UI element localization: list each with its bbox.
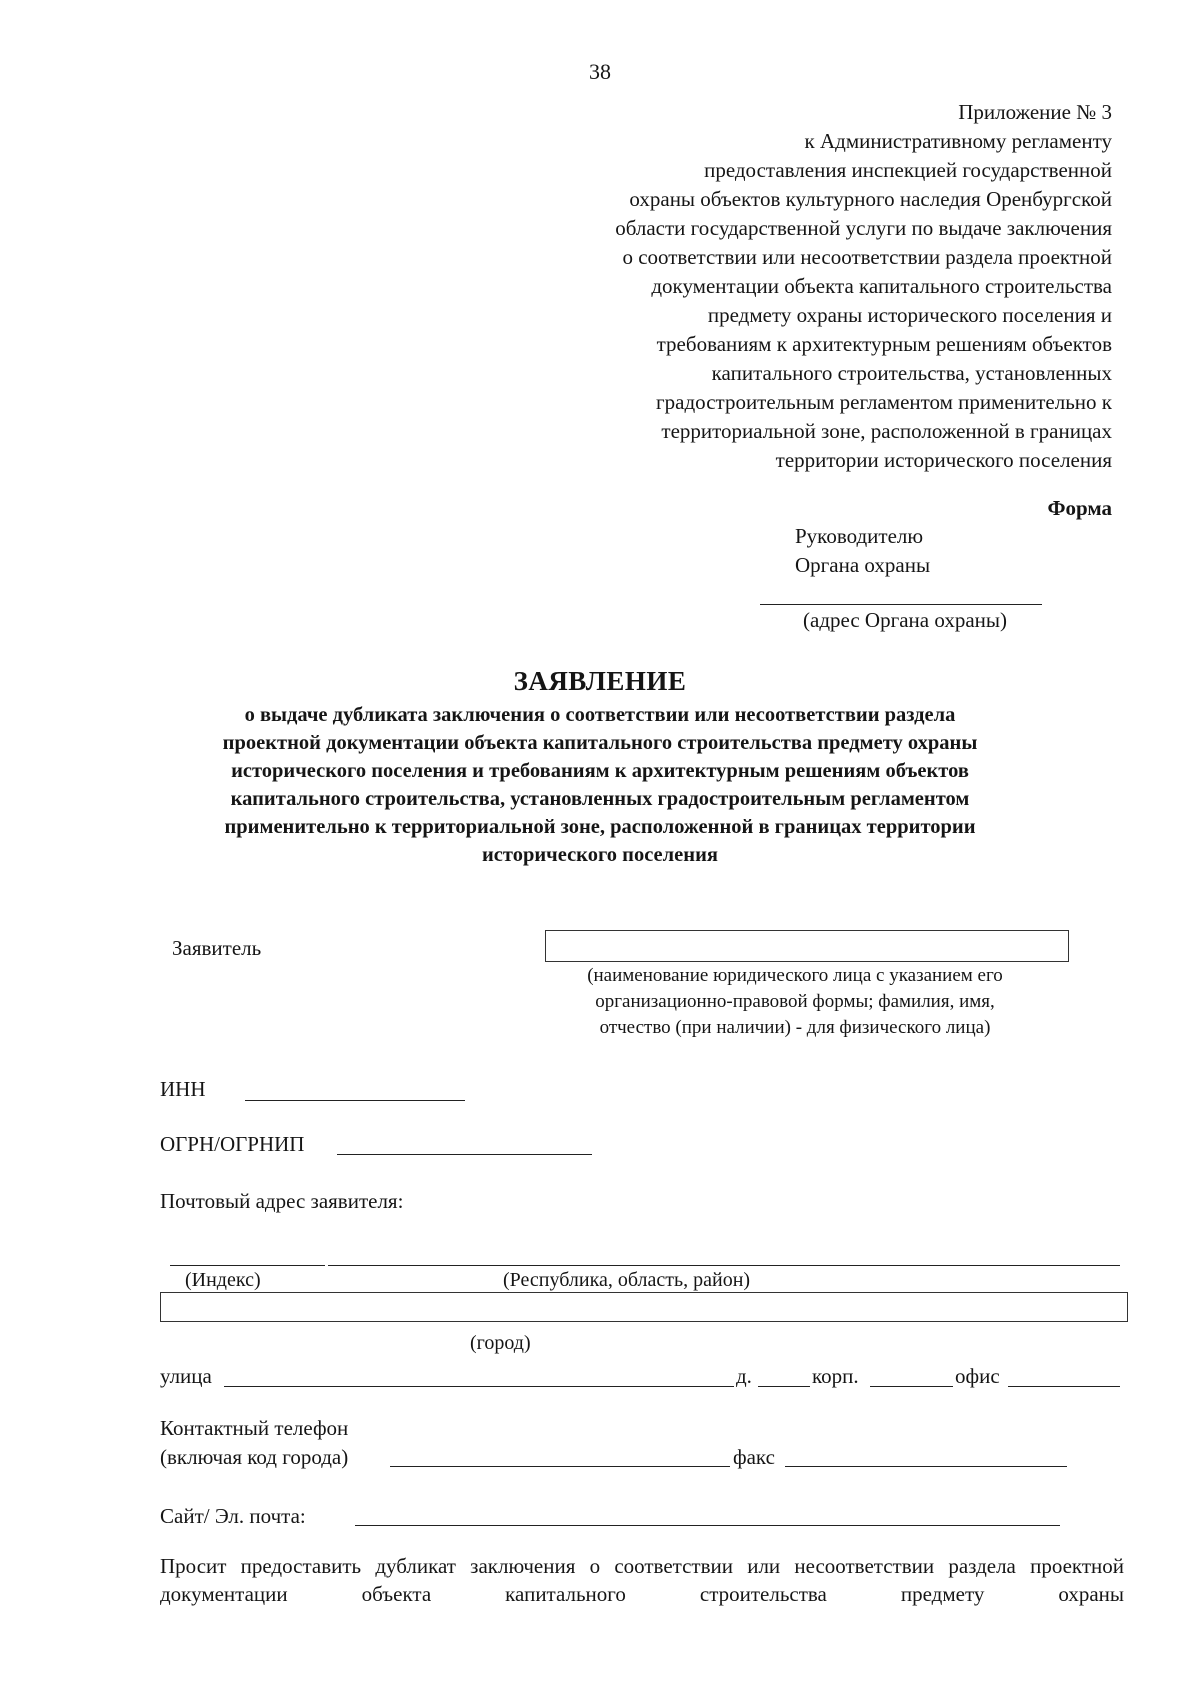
region-caption: (Республика, область, район)	[503, 1269, 751, 1291]
applicant-caption-line: организационно-правовой формы; фамилия, имя,	[595, 991, 995, 1012]
index-caption: (Индекс)	[185, 1269, 261, 1291]
street-label: улица	[160, 1364, 212, 1388]
document-subtitle	[150, 701, 1050, 869]
building-field[interactable]	[870, 1386, 953, 1387]
phone-label-line: Контактный телефон	[160, 1416, 349, 1440]
appendix-line: области государственной услуги по выдаче заключения	[615, 216, 1112, 240]
page-number: 38	[589, 59, 611, 84]
site-email-label: Сайт/ Эл. почта:	[160, 1504, 306, 1528]
inn-label: ИНН	[160, 1077, 206, 1101]
fax-field[interactable]	[785, 1466, 1067, 1467]
appendix-line: охраны объектов культурного наследия Оренбургской	[629, 187, 1112, 211]
applicant-name-field[interactable]	[545, 930, 1069, 962]
city-field[interactable]	[160, 1292, 1128, 1322]
appendix-line: к Административному регламенту	[804, 129, 1112, 153]
subtitle-line: исторического поселения	[482, 844, 718, 866]
house-label: д.	[736, 1364, 752, 1388]
building-label: корп.	[812, 1364, 859, 1388]
office-field[interactable]	[1008, 1386, 1120, 1387]
appendix-line: документации объекта капитального строительства	[651, 274, 1112, 298]
applicant-label: Заявитель	[172, 936, 262, 960]
appendix-line: территориальной зоне, расположенной в границах	[661, 419, 1112, 443]
phone-label-line: (включая код города)	[160, 1445, 349, 1469]
applicant-caption-line: отчество (при наличии) - для физического лица)	[599, 1017, 991, 1038]
subtitle-line: проектной документации объекта капитального строительства предмету охраны	[222, 732, 978, 754]
applicant-caption	[545, 963, 1045, 1041]
appendix-line: о соответствии или несоответствии раздела проектной	[622, 245, 1112, 269]
office-label: офис	[955, 1364, 1000, 1388]
appendix-line: Приложение № 3	[958, 100, 1112, 124]
appendix-line: градостроительным регламентом применительно к	[656, 390, 1112, 414]
addressee-address-caption: (адрес Органа охраны)	[803, 608, 1007, 632]
subtitle-line: капитального строительства, установленных градостроительным регламентом	[230, 788, 970, 810]
addressee-block	[795, 522, 930, 580]
addressee-line: Органа охраны	[795, 553, 931, 577]
appendix-line: требованиям к архитектурным решениям объектов	[656, 332, 1112, 356]
appendix-line: предмету охраны исторического поселения и	[707, 303, 1112, 327]
document-title: ЗАЯВЛЕНИЕ	[513, 666, 687, 696]
site-email-field[interactable]	[355, 1525, 1060, 1526]
index-field[interactable]	[170, 1265, 325, 1266]
fax-label: факс	[733, 1445, 775, 1469]
addressee-address-line[interactable]	[760, 604, 1042, 605]
region-field[interactable]	[328, 1265, 1120, 1266]
postal-address-label: Почтовый адрес заявителя:	[160, 1189, 404, 1213]
subtitle-line: применительно к территориальной зоне, расположенной в границах территории	[224, 816, 976, 838]
city-caption: (город)	[470, 1332, 531, 1354]
phone-field[interactable]	[390, 1466, 730, 1467]
applicant-caption-line: (наименование юридического лица с указанием его	[587, 965, 1003, 986]
request-paragraph: Просит предоставить дубликат заключения о соответствии или несоответствии раздела проектной документации объекта капитального строительства предмету охраны	[160, 1554, 1124, 1606]
addressee-line: Руководителю	[795, 524, 924, 548]
phone-label	[160, 1414, 348, 1472]
ogrn-field[interactable]	[337, 1154, 592, 1155]
inn-field[interactable]	[245, 1100, 465, 1101]
house-field[interactable]	[758, 1386, 810, 1387]
street-field[interactable]	[224, 1386, 734, 1387]
form-label: Форма	[1047, 496, 1112, 520]
appendix-line: капитального строительства, установленных	[711, 361, 1112, 385]
subtitle-line: исторического поселения и требованиям к архитектурным решениям объектов	[231, 760, 969, 782]
ogrn-label: ОГРН/ОГРНИП	[160, 1132, 305, 1156]
subtitle-line: о выдаче дубликата заключения о соответствии или несоответствии раздела	[244, 704, 956, 726]
appendix-header	[492, 98, 1112, 475]
appendix-line: предоставления инспекцией государственной	[704, 158, 1112, 182]
appendix-line: территории исторического поселения	[775, 448, 1112, 472]
